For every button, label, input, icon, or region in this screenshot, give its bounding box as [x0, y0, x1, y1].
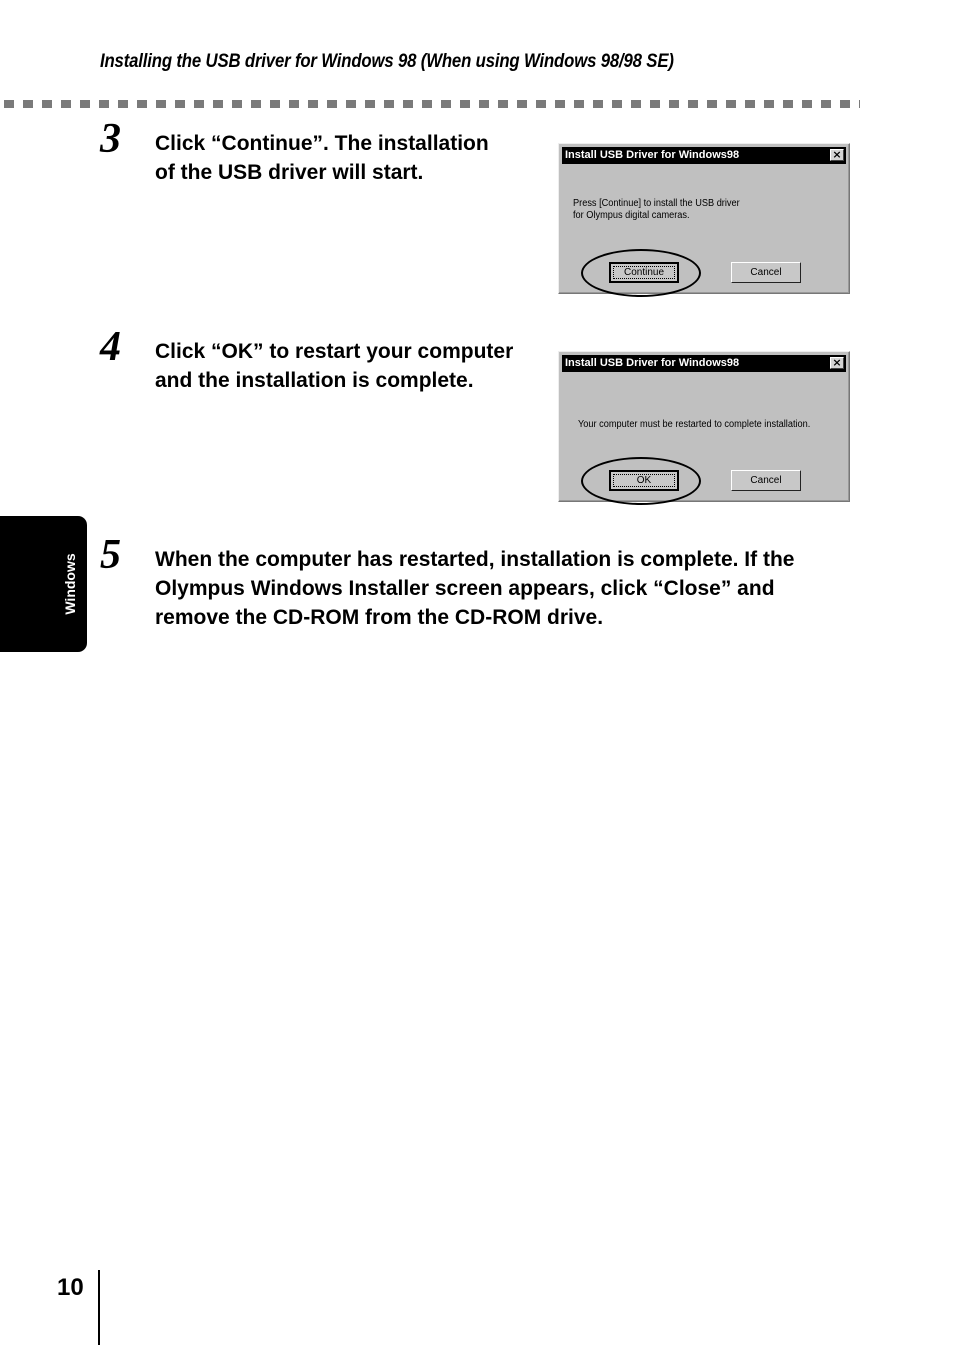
step-4-line-2: and the installation is complete. [155, 369, 474, 392]
page-number-rule [98, 1270, 100, 1345]
install-dialog-continue [558, 143, 850, 294]
highlight-circle [581, 249, 701, 297]
dialog-message [573, 198, 740, 222]
step-5-number: 5 [100, 532, 121, 578]
dotted-divider [4, 100, 860, 108]
cancel-button[interactable] [731, 470, 801, 491]
step-3-line-1: Click “Continue”. The installation [155, 132, 489, 155]
dialog-message [578, 419, 810, 431]
step-3-text [155, 129, 489, 187]
step-5-line-2: Olympus Windows Installer screen appears, click “Close” and [155, 577, 775, 600]
dialog-title: Install USB Driver for Windows98 [565, 149, 740, 161]
ok-button-label: OK [636, 475, 652, 486]
page-number: 10 [57, 1274, 84, 1301]
highlight-circle [581, 457, 701, 505]
step-4-text [155, 337, 513, 395]
step-5-text [155, 545, 794, 632]
step-3-line-2: of the USB driver will start. [155, 161, 424, 184]
step-4-line-1: Click “OK” to restart your computer [155, 340, 514, 363]
page-header-title: Installing the USB driver for Windows 98 (When using Windows 98/98 SE) [100, 50, 674, 72]
cancel-button-label: Cancel [750, 475, 782, 486]
close-icon[interactable]: × [830, 357, 844, 369]
dialog-title: Install USB Driver for Windows98 [565, 357, 740, 369]
dialog-message-line-1: Press [Continue] to install the USB driver [573, 198, 740, 209]
step-4-number: 4 [100, 324, 121, 370]
dialog-message-line-1: Your computer must be restarted to complete installation. [578, 419, 811, 430]
close-icon[interactable]: × [830, 149, 844, 161]
dialog-message-line-2: for Olympus digital cameras. [573, 210, 690, 221]
side-tab-label: Windows [62, 553, 78, 615]
install-dialog-restart [558, 351, 850, 502]
step-5-line-3: remove the CD-ROM from the CD-ROM drive. [155, 606, 604, 629]
step-5-line-1: When the computer has restarted, installation is complete. If the [155, 548, 795, 571]
dialog-title-bar [562, 355, 846, 372]
cancel-button[interactable] [731, 262, 801, 283]
step-3-number: 3 [100, 116, 121, 162]
continue-button-label: Continue [623, 267, 665, 278]
dialog-title-bar [562, 147, 846, 164]
cancel-button-label: Cancel [750, 267, 782, 278]
